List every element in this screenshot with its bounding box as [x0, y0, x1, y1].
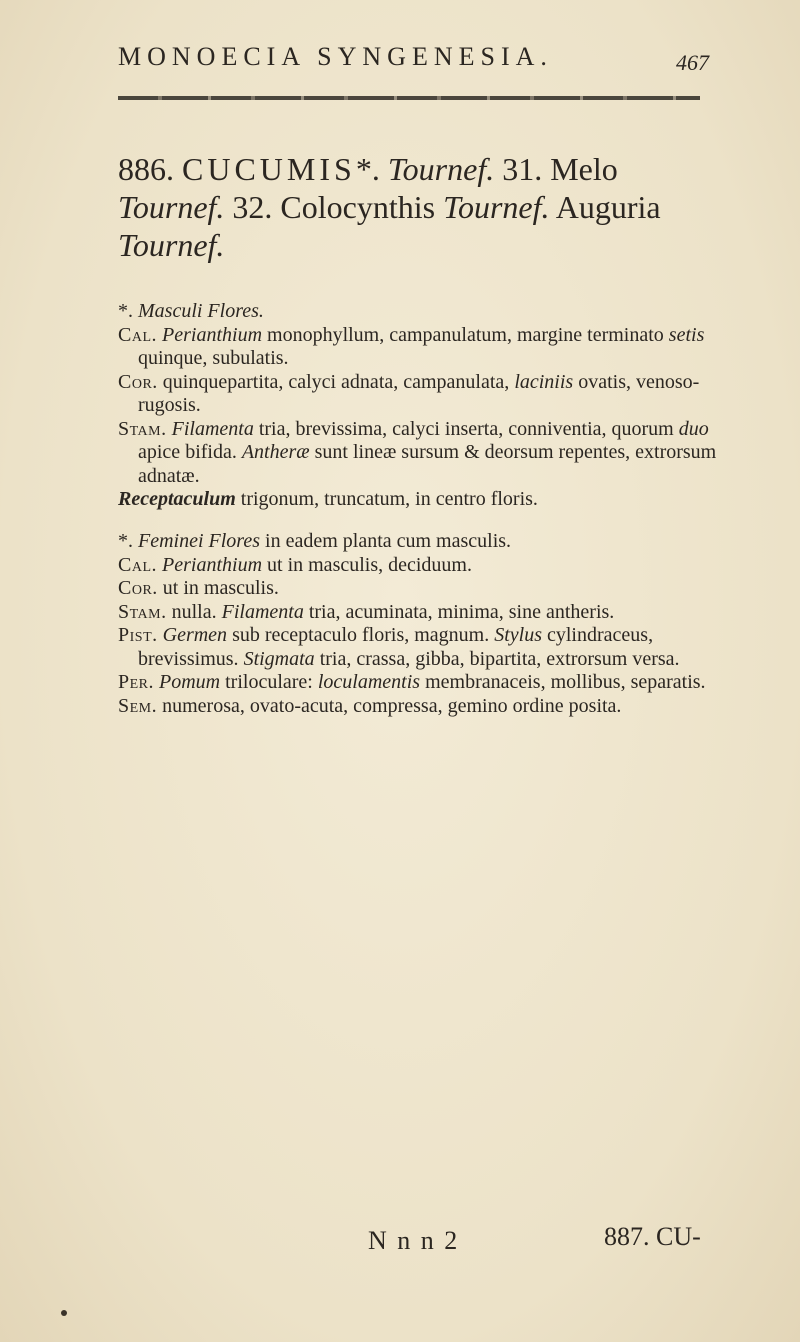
botanical-term: duo	[678, 417, 709, 440]
part-label: Stam.	[118, 600, 167, 623]
heading-rest: in eadem planta cum masculis.	[260, 530, 512, 552]
synonym: Melo	[550, 151, 618, 187]
description-text: quinquepartita, calyci adnata, campanulata,	[162, 370, 515, 393]
description-text: ut in masculis, deciduum.	[262, 553, 472, 576]
part-label: Cal.	[118, 323, 158, 346]
reference: Tournef.	[118, 227, 225, 263]
botanical-term: Perianthium	[162, 553, 263, 576]
synonym: Auguria	[555, 189, 661, 225]
description-text: apice bifida.	[138, 441, 242, 463]
ink-spot	[61, 1310, 67, 1316]
botanical-term: Antheræ	[241, 441, 310, 463]
reference: Tournef.	[387, 151, 495, 187]
botanical-term: Stylus	[494, 624, 542, 646]
synonym: Colocynthis	[280, 189, 436, 225]
reference: Tournef.	[118, 189, 225, 225]
description-text: nulla.	[171, 600, 222, 623]
botanical-term: Filamenta	[171, 417, 254, 440]
heading-text: Feminei Flores	[138, 530, 261, 552]
page-footer	[0, 1222, 800, 1266]
description-line	[118, 324, 718, 371]
description-line	[118, 488, 718, 512]
description-lines	[118, 554, 718, 719]
genus-mark: *.	[355, 151, 380, 187]
part-label: Per.	[118, 671, 155, 693]
description-line	[118, 554, 718, 578]
description-line	[118, 624, 718, 671]
header-rule	[118, 96, 700, 100]
catchword: 887. CU-	[604, 1222, 701, 1251]
botanical-term: Receptaculum	[118, 488, 236, 510]
reference: Tournef.	[443, 189, 550, 225]
part-label: Sem.	[118, 694, 158, 717]
description-text: numerosa, ovato-acuta, compressa, gemino ordine posita.	[162, 694, 622, 717]
description-text: membranaceis, mollibus, separatis.	[420, 671, 706, 693]
description-text: quinque, subulatis.	[138, 347, 289, 369]
description-line	[118, 577, 718, 601]
entry-number: 886.	[118, 151, 174, 187]
description-text: ovatis, venoso-rugosis.	[138, 370, 700, 416]
description-text: ut in masculis.	[162, 577, 279, 599]
heading-text: Masculi Flores.	[138, 300, 264, 322]
section-heading	[118, 300, 718, 324]
part-label: Cal.	[118, 553, 158, 576]
botanical-term: Filamenta	[221, 600, 304, 623]
female-flowers-section	[118, 530, 718, 718]
description-lines	[118, 324, 718, 512]
botanical-term: Pomum	[159, 671, 221, 693]
reference-number: 32.	[232, 189, 273, 225]
part-label: Cor.	[118, 370, 158, 393]
description-text: triloculare:	[220, 671, 318, 693]
entry-title	[118, 150, 718, 264]
page-number: 467	[676, 50, 709, 75]
part-label: Pist.	[118, 624, 158, 646]
heading-mark: *.	[118, 530, 133, 552]
section-heading	[118, 530, 718, 554]
part-label: Cor.	[118, 577, 158, 599]
description-text: monophyllum, campanulatum, margine terminato	[262, 323, 669, 346]
description-text: tria, brevissima, calyci inserta, conniventia, quorum	[253, 417, 679, 440]
description-text: sub receptaculo floris, magnum.	[227, 624, 495, 646]
page-header	[0, 42, 800, 82]
description-text: cylindraceus, brevissimus.	[138, 624, 654, 670]
genus-name: CUCUMIS	[182, 151, 356, 187]
description-text: tria, acuminata, minima, sine antheris.	[303, 600, 615, 623]
botanical-term: laciniis	[514, 370, 574, 393]
botanical-term: loculamentis	[317, 671, 421, 693]
male-flowers-section	[118, 300, 718, 512]
running-head: MONOECIA SYNGENESIA.	[118, 42, 553, 71]
botanical-term: Germen	[162, 624, 228, 646]
description-line	[118, 695, 718, 719]
description-line	[118, 671, 718, 695]
botanical-term: setis	[668, 323, 705, 346]
description-text: trigonum, truncatum, in centro floris.	[235, 488, 538, 510]
signature-mark: N n n 2	[368, 1226, 460, 1255]
description-line	[118, 371, 718, 418]
description-line	[118, 418, 718, 489]
botanical-term: Stigmata	[243, 647, 315, 670]
description-line	[118, 601, 718, 625]
part-label: Stam.	[118, 417, 167, 440]
botanical-term: Perianthium	[162, 323, 263, 346]
description-text: sunt lineæ sursum & deorsum repentes, extrorsum adnatæ.	[138, 441, 717, 487]
heading-mark: *.	[118, 300, 133, 322]
description-text: tria, crassa, gibba, bipartita, extrorsum versa.	[314, 647, 680, 670]
reference-number: 31.	[502, 151, 543, 187]
